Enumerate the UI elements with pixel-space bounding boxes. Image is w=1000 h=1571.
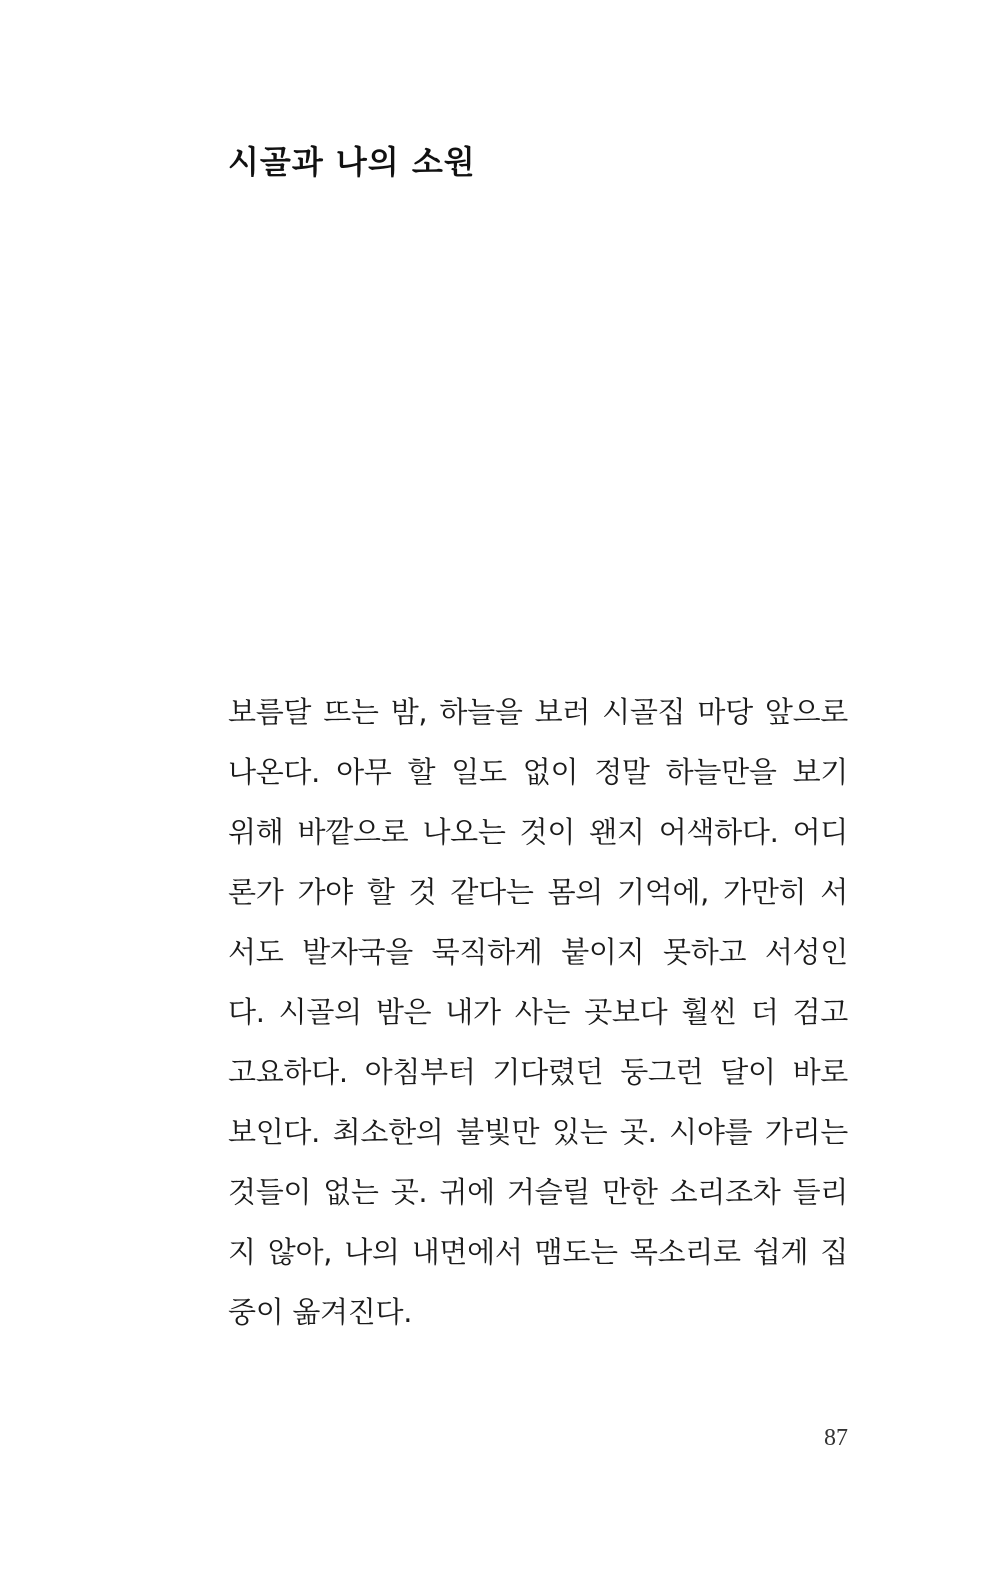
body-line: 중이 옮겨진다. [228, 1295, 413, 1329]
body-line: 것들이 없는 곳. 귀에 거슬릴 만한 소리조차 들리 [228, 1175, 848, 1209]
body-line: 보인다. 최소한의 불빛만 있는 곳. 시야를 가리는 [228, 1115, 848, 1149]
body-line: 지 않아, 나의 내면에서 맴도는 목소리로 쉽게 집 [228, 1235, 848, 1269]
chapter-title: 시골과 나의 소원 [228, 143, 476, 181]
body-line: 론가 가야 할 것 같다는 몸의 기억에, 가만히 서 [228, 875, 848, 909]
body-line: 다. 시골의 밤은 내가 사는 곳보다 훨씬 더 검고 [228, 995, 848, 1029]
body-line: 위해 바깥으로 나오는 것이 왠지 어색하다. 어디 [228, 815, 848, 849]
body-line: 고요하다. 아침부터 기다렸던 둥그런 달이 바로 [228, 1055, 848, 1089]
body-line: 서도 발자국을 묵직하게 붙이지 못하고 서성인 [228, 935, 848, 969]
body-line: 나온다. 아무 할 일도 없이 정말 하늘만을 보기 [228, 755, 848, 789]
body-paragraph [228, 682, 848, 1342]
body-line: 보름달 뜨는 밤, 하늘을 보러 시골집 마당 앞으로 [228, 695, 848, 729]
page-number: 87 [824, 1425, 848, 1451]
